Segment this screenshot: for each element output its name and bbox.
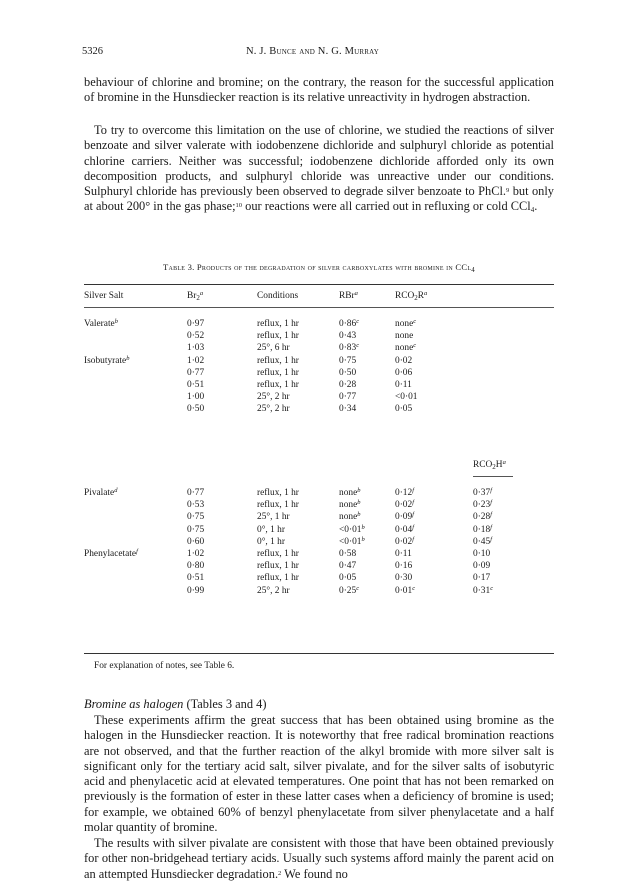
rbr-value: 0·83 xyxy=(339,343,357,354)
rco2r-cell xyxy=(395,585,415,597)
header-conditions: Conditions xyxy=(257,291,299,301)
br2-value: 0·77 xyxy=(187,488,205,498)
br2-value: 1·00 xyxy=(187,392,205,403)
br2-cell xyxy=(187,379,204,391)
section-tables-ref: (Tables 3 and 4) xyxy=(186,697,267,711)
header-rco2h xyxy=(473,460,506,470)
group2-salt-column xyxy=(84,487,138,597)
paragraph-2-text-c: our reactions were all carried out in refluxing or cold CCl xyxy=(242,199,531,214)
rco2h-value: 0·10 xyxy=(473,548,491,559)
paragraph-2 xyxy=(84,123,554,215)
rco2r-note: f xyxy=(412,523,414,531)
header-rco2r-text: RCO xyxy=(395,291,415,301)
rbr-note: b xyxy=(357,499,361,507)
rbr-cell xyxy=(339,499,365,511)
rco2r-value: 0·30 xyxy=(395,573,413,584)
br2-value: 0·77 xyxy=(187,367,205,378)
conditions-cell xyxy=(257,379,299,391)
conditions-value: reflux, 1 hr xyxy=(257,331,299,342)
conditions-cell xyxy=(257,330,299,342)
rco2h-note: f xyxy=(490,523,492,531)
silver-salt-value: Pivalate xyxy=(84,488,115,498)
rbr-value: <0·01 xyxy=(339,524,362,535)
rco2r-cell xyxy=(395,379,417,391)
br2-cell xyxy=(187,548,204,560)
conditions-cell xyxy=(257,524,299,536)
br2-cell xyxy=(187,499,204,511)
rco2r-note: f xyxy=(412,535,414,543)
rbr-note: b xyxy=(361,535,365,543)
rco2r-cell xyxy=(395,499,415,511)
silver-salt-cell xyxy=(84,548,138,560)
rco2r-cell xyxy=(395,403,417,415)
rco2r-cell xyxy=(395,355,417,367)
br2-cell xyxy=(187,487,204,499)
silver-salt-note: b xyxy=(114,318,118,325)
silver-salt-cell xyxy=(84,367,129,379)
rco2h-value: 0·17 xyxy=(473,573,491,584)
rco2r-value: none xyxy=(395,319,414,329)
rbr-note: c xyxy=(356,584,360,592)
rco2r-cell xyxy=(395,548,415,560)
reference-9: 9 xyxy=(506,187,510,195)
silver-salt-note: b xyxy=(126,354,130,362)
conditions-value: reflux, 1 hr xyxy=(257,379,299,390)
conditions-value: reflux, 1 hr xyxy=(257,355,299,366)
rbr-cell xyxy=(339,318,359,330)
rbr-value: 0·47 xyxy=(339,561,357,572)
br2-cell xyxy=(187,572,204,584)
rco2r-value: none xyxy=(395,331,414,342)
paragraph-2-text-a: To try to overcome this limitation on the use of chlorine, we studied the reactions of silver benzoate and silver valerate with iodobenzene dichloride and sulphuryl chloride as potential chlorine carriers. Neither was successful; iodobenzene dichloride afforded only its own decomposition products, and sulphuryl chloride was unreactive under our conditions. Sulphuryl chloride has previously been observed to degrade silver benzoate to PhCl. xyxy=(84,123,554,199)
rbr-note: c xyxy=(356,318,360,325)
rco2r-value: 0·02 xyxy=(395,536,413,547)
silver-salt-cell xyxy=(84,511,138,523)
rbr-cell xyxy=(339,355,359,367)
conditions-cell xyxy=(257,318,299,330)
rco2r-cell xyxy=(395,367,417,379)
br2-cell xyxy=(187,391,204,403)
rco2h-cell xyxy=(473,560,493,572)
conditions-cell xyxy=(257,487,299,499)
br2-value: 0·75 xyxy=(187,524,205,535)
rco2r-value: 0·02 xyxy=(395,355,413,366)
header-rbr xyxy=(339,291,358,301)
rbr-value: 0·75 xyxy=(339,355,357,366)
conditions-cell xyxy=(257,585,299,597)
rbr-note: b xyxy=(357,487,361,494)
rbr-note: b xyxy=(357,511,361,519)
br2-cell xyxy=(187,330,204,342)
header-rco2r xyxy=(395,291,427,301)
silver-salt-cell xyxy=(84,585,138,597)
rco2h-cell xyxy=(473,572,493,584)
table-footnote: For explanation of notes, see Table 6. xyxy=(94,661,235,671)
rco2r-value: 0·16 xyxy=(395,561,413,572)
br2-value: 1·03 xyxy=(187,343,205,354)
rco2r-cell xyxy=(395,572,415,584)
rco2r-cell xyxy=(395,524,415,536)
rbr-cell xyxy=(339,487,365,499)
group1-br2-column xyxy=(187,318,204,416)
br2-cell xyxy=(187,524,204,536)
table-header-rule xyxy=(84,307,554,308)
paragraph-4-text-a: The results with silver pivalate are consistent with those that have been obtained previously for other non-bridgehead tertiary acids. Usually such systems afford mainly the parent acid on an attempted Hunsdiecker degradation. xyxy=(84,836,554,881)
header-br2-sub: 2 xyxy=(196,294,200,302)
rco2r-note: c xyxy=(412,584,416,592)
silver-salt-cell xyxy=(84,524,138,536)
rco2h-value: 0·31 xyxy=(473,585,491,596)
br2-value: 0·52 xyxy=(187,331,205,342)
group1-rco2r-column xyxy=(395,318,417,416)
rco2r-note: c xyxy=(413,318,417,325)
header-silver-salt: Silver Salt xyxy=(84,291,124,301)
conditions-value: 25°, 2 hr xyxy=(257,404,290,415)
conditions-cell xyxy=(257,572,299,584)
rbr-cell xyxy=(339,548,365,560)
rco2r-note: f xyxy=(412,511,414,519)
section-heading xyxy=(84,697,266,712)
silver-salt-value: Phenylacetate xyxy=(84,548,137,559)
rco2r-value: 0·09 xyxy=(395,512,413,523)
conditions-value: reflux, 1 hr xyxy=(257,561,299,572)
rbr-cell xyxy=(339,536,365,548)
rbr-value: 0·58 xyxy=(339,548,357,559)
conditions-value: reflux, 1 hr xyxy=(257,573,299,584)
rbr-value: none xyxy=(339,512,358,523)
conditions-value: 25°, 2 hr xyxy=(257,585,290,596)
rco2h-cell xyxy=(473,499,493,511)
rco2r-value: 0·02 xyxy=(395,500,413,511)
silver-salt-cell xyxy=(84,379,129,391)
rco2r-note: f xyxy=(412,487,414,494)
rbr-cell xyxy=(339,585,365,597)
conditions-value: 0°, 1 hr xyxy=(257,536,285,547)
conditions-value: reflux, 1 hr xyxy=(257,319,299,329)
silver-salt-note: d xyxy=(114,487,118,494)
rco2h-note: f xyxy=(490,487,492,494)
br2-cell xyxy=(187,560,204,572)
header-br2-sup: a xyxy=(199,290,204,297)
reference-10: 10 xyxy=(235,202,243,210)
rbr-value: 0·25 xyxy=(339,585,357,596)
rbr-value: none xyxy=(339,488,358,498)
table-bottom-rule xyxy=(84,653,554,654)
conditions-cell xyxy=(257,367,299,379)
rco2h-cell xyxy=(473,487,493,499)
conditions-cell xyxy=(257,391,299,403)
br2-cell xyxy=(187,342,204,354)
table-top-rule xyxy=(84,284,554,285)
rco2h-cell xyxy=(473,536,493,548)
rco2r-cell xyxy=(395,536,415,548)
header-rco2r-sup: a xyxy=(424,290,428,297)
br2-cell xyxy=(187,403,204,415)
group2-rco2r-column xyxy=(395,487,415,597)
rco2h-cell xyxy=(473,511,493,523)
br2-value: 0·50 xyxy=(187,404,205,415)
br2-cell xyxy=(187,585,204,597)
conditions-cell xyxy=(257,536,299,548)
conditions-value: reflux, 1 hr xyxy=(257,367,299,378)
conditions-cell xyxy=(257,403,299,415)
running-authors: N. J. Bunce and N. G. Murray xyxy=(245,46,380,57)
br2-value: 0·80 xyxy=(187,561,205,572)
rbr-cell xyxy=(339,403,359,415)
conditions-cell xyxy=(257,560,299,572)
br2-cell xyxy=(187,511,204,523)
conditions-value: reflux, 1 hr xyxy=(257,500,299,511)
paragraph-4-text-b: We found no xyxy=(281,866,348,881)
rco2r-value: none xyxy=(395,343,414,354)
running-header xyxy=(0,46,625,62)
rbr-cell xyxy=(339,511,365,523)
header-rco2r-sub: 2 xyxy=(414,294,418,302)
rbr-cell xyxy=(339,342,359,354)
ccl4-subscript: 4 xyxy=(530,206,535,215)
conditions-value: 25°, 1 hr xyxy=(257,512,290,523)
header-rbr-text: RBr xyxy=(339,291,355,301)
header-rbr-sup: a xyxy=(354,290,358,297)
rco2h-cell xyxy=(473,548,493,560)
rco2r-cell xyxy=(395,511,415,523)
br2-value: 0·99 xyxy=(187,585,205,596)
rco2h-header-rule xyxy=(473,476,513,477)
br2-value: 1·02 xyxy=(187,548,205,559)
rco2r-cell xyxy=(395,560,415,572)
rbr-value: 0·28 xyxy=(339,379,357,390)
rbr-cell xyxy=(339,379,359,391)
rco2r-value: 0·01 xyxy=(395,585,413,596)
rco2h-cell xyxy=(473,585,493,597)
rbr-value: <0·01 xyxy=(339,536,362,547)
section-title: Bromine as halogen xyxy=(84,697,184,711)
br2-value: 0·75 xyxy=(187,512,205,523)
header-rco2h-tail: H xyxy=(495,460,503,470)
header-rco2h-text: RCO xyxy=(473,460,493,470)
conditions-cell xyxy=(257,548,299,560)
br2-cell xyxy=(187,318,204,330)
rbr-note: b xyxy=(361,523,365,531)
rco2h-cell xyxy=(473,524,493,536)
rco2r-value: 0·11 xyxy=(395,548,412,559)
group2-br2-column xyxy=(187,487,204,597)
conditions-cell xyxy=(257,342,299,354)
silver-salt-value: Valerate xyxy=(84,319,115,329)
silver-salt-value: Isobutyrate xyxy=(84,355,127,366)
rbr-value: 0·05 xyxy=(339,573,357,584)
rbr-value: 0·34 xyxy=(339,404,357,415)
silver-salt-cell xyxy=(84,355,129,367)
silver-salt-cell xyxy=(84,560,138,572)
paragraph-3: These experiments affirm the great success that has been obtained using bromine as the halogen in the Hunsdiecker reaction. It is noteworthy that free radical bromination reactions are not observed, and that the further reaction of the alkyl bromide with more silver salt is significant only for the tertiary acid salt, silver pivalate, and for the silver salts of isobutyric acid and phenylacetic acid at elevated temperatures. One point that has not been remarked on previously is the formation of ester in these latter cases when a deficiency of bromine is used; for example, we obtained 60% of benzyl phenylacetate from silver phenylacetate and a half molar quantity of bromine. xyxy=(84,713,554,835)
rco2r-value: 0·11 xyxy=(395,379,412,390)
rco2r-cell xyxy=(395,318,417,330)
rbr-value: none xyxy=(339,500,358,511)
silver-salt-cell xyxy=(84,572,138,584)
table-caption xyxy=(84,262,554,272)
silver-salt-cell xyxy=(84,330,129,342)
silver-salt-cell xyxy=(84,499,138,511)
conditions-cell xyxy=(257,355,299,367)
rco2h-value: 0·23 xyxy=(473,500,491,511)
group1-conditions-column xyxy=(257,318,299,416)
rbr-cell xyxy=(339,367,359,379)
rbr-cell xyxy=(339,330,359,342)
conditions-cell xyxy=(257,499,299,511)
paragraph-4 xyxy=(84,836,554,882)
rco2r-cell xyxy=(395,391,417,403)
rbr-cell xyxy=(339,524,365,536)
conditions-value: 25°, 6 hr xyxy=(257,343,290,354)
conditions-value: reflux, 1 hr xyxy=(257,548,299,559)
rco2h-value: 0·28 xyxy=(473,512,491,523)
rco2h-value: 0·09 xyxy=(473,561,491,572)
rbr-cell xyxy=(339,560,365,572)
paragraph-1: behaviour of chlorine and bromine; on the contrary, the reason for the successful application of bromine in the Hunsdiecker reaction is its relative unreactivity in hydrogen abstraction. xyxy=(84,75,554,105)
rbr-cell xyxy=(339,391,359,403)
silver-salt-note: f xyxy=(136,547,138,555)
rbr-note: c xyxy=(356,342,360,350)
silver-salt-cell xyxy=(84,536,138,548)
silver-salt-cell xyxy=(84,391,129,403)
header-br2 xyxy=(187,291,203,301)
group2-rco2h-column xyxy=(473,487,493,597)
rco2r-cell xyxy=(395,330,417,342)
br2-value: 0·51 xyxy=(187,379,205,390)
header-rco2r-tail: R xyxy=(417,291,425,301)
conditions-cell xyxy=(257,511,299,523)
br2-value: 0·97 xyxy=(187,319,205,329)
header-br2-text: Br xyxy=(187,291,197,301)
br2-value: 0·51 xyxy=(187,573,205,584)
silver-salt-cell xyxy=(84,403,129,415)
rco2r-cell xyxy=(395,487,415,499)
group1-salt-column xyxy=(84,318,129,416)
br2-cell xyxy=(187,367,204,379)
rco2r-cell xyxy=(395,342,417,354)
rco2r-value: 0·05 xyxy=(395,404,413,415)
rco2r-note: f xyxy=(412,499,414,507)
table-caption-subscript: 4 xyxy=(471,266,475,274)
rco2r-value: 0·04 xyxy=(395,524,413,535)
rco2r-note: c xyxy=(413,342,417,350)
br2-value: 0·53 xyxy=(187,500,205,511)
table-caption-text: Table 3. Products of the degradation of silver carboxylates with bromine in CCl xyxy=(163,262,472,272)
paragraph-2-text-d: . xyxy=(534,199,538,214)
silver-salt-cell xyxy=(84,342,129,354)
page-number: 5326 xyxy=(82,46,103,57)
rco2r-value: <0·01 xyxy=(395,392,418,403)
rbr-value: 0·50 xyxy=(339,367,357,378)
conditions-value: reflux, 1 hr xyxy=(257,488,299,498)
reference-2: 2 xyxy=(278,869,282,877)
rco2h-value: 0·45 xyxy=(473,536,491,547)
br2-cell xyxy=(187,355,204,367)
group1-rbr-column xyxy=(339,318,359,416)
group2-rbr-column xyxy=(339,487,365,597)
group2-conditions-column xyxy=(257,487,299,597)
rco2h-note: f xyxy=(490,499,492,507)
rco2r-value: 0·12 xyxy=(395,488,413,498)
rco2h-value: 0·37 xyxy=(473,488,491,498)
br2-value: 0·60 xyxy=(187,536,205,547)
paragraph-2-text-b: but only at about 200° in the gas phase; xyxy=(84,184,554,214)
rbr-value: 0·43 xyxy=(339,331,357,342)
conditions-value: 0°, 1 hr xyxy=(257,524,285,535)
br2-value: 1·02 xyxy=(187,355,205,366)
rbr-value: 0·77 xyxy=(339,392,357,403)
rbr-value: 0·86 xyxy=(339,319,357,329)
rco2h-value: 0·18 xyxy=(473,524,491,535)
rco2r-value: 0·06 xyxy=(395,367,413,378)
rco2h-note: f xyxy=(490,535,492,543)
rco2h-note: f xyxy=(490,511,492,519)
silver-salt-cell xyxy=(84,487,138,499)
br2-cell xyxy=(187,536,204,548)
header-rco2h-sub: 2 xyxy=(492,463,496,471)
rco2h-note: c xyxy=(490,584,494,592)
silver-salt-cell xyxy=(84,318,129,330)
header-rco2h-sup: a xyxy=(502,459,506,466)
rbr-cell xyxy=(339,572,365,584)
conditions-value: 25°, 2 hr xyxy=(257,392,290,403)
